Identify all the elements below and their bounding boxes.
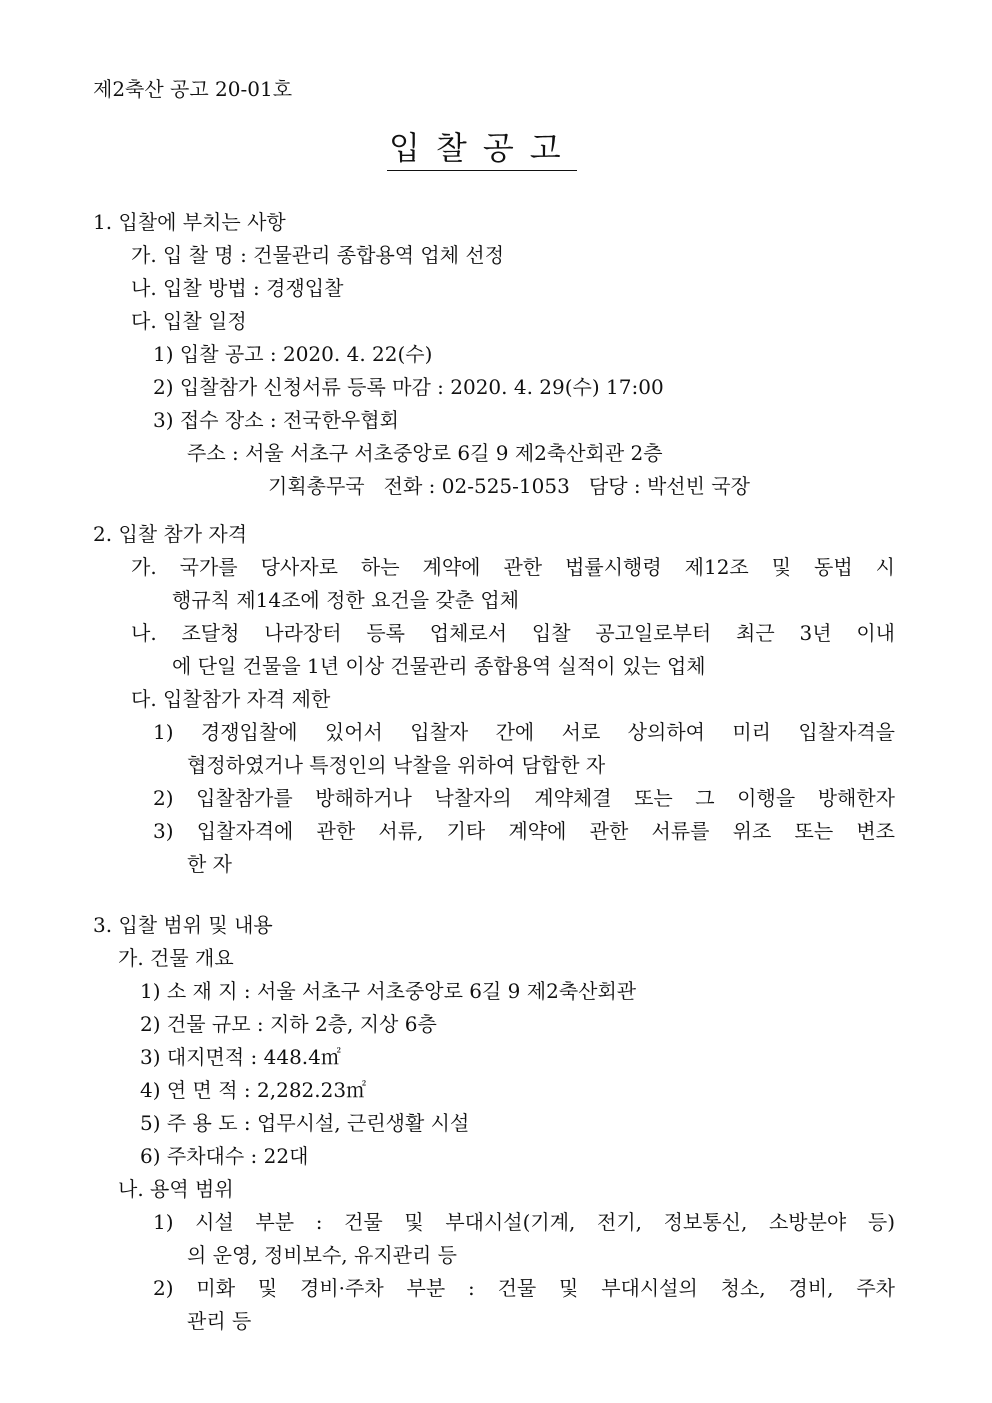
land-area: 3) 대지면적 : 448.4㎡	[140, 1045, 341, 1069]
scope-facility-line1: 1) 시설 부분 : 건물 및 부대시설(기계, 전기, 정보통신, 소방분야 등)	[153, 1210, 895, 1234]
qualification-na-line2: 에 단일 건물을 1년 이상 건물관리 종합용역 실적이 있는 업체	[172, 654, 706, 678]
schedule-announcement: 1) 입찰 공고 : 2020. 4. 22(수)	[153, 342, 433, 366]
notice-number: 제2축산 공고 20-01호	[93, 77, 293, 101]
bid-name: 가. 입 찰 명 : 건물관리 종합용역 업체 선정	[131, 243, 505, 267]
section-2-heading: 2. 입찰 참가 자격	[93, 522, 248, 546]
restriction-1-line2: 협정하였거나 특정인의 낙찰을 위하여 담합한 자	[187, 753, 606, 777]
total-floor-area: 4) 연 면 적 : 2,282.23㎡	[140, 1078, 367, 1102]
bid-schedule-heading: 다. 입찰 일정	[131, 309, 247, 333]
qualification-ga-line1: 가. 국가를 당사자로 하는 계약에 관한 법률시행령 제12조 및 동법 시	[131, 555, 895, 579]
scope-facility-line2: 의 운영, 정비보수, 유지관리 등	[187, 1243, 457, 1267]
service-scope-heading: 나. 용역 범위	[118, 1177, 234, 1201]
section-3-heading: 3. 입찰 범위 및 내용	[93, 913, 273, 937]
qualification-ga-line2: 행규칙 제14조에 정한 요건을 갖춘 업체	[172, 588, 520, 612]
parking-count: 6) 주차대수 : 22대	[140, 1144, 309, 1168]
restriction-3-line2: 한 자	[187, 852, 232, 876]
page-title: 입찰공고	[387, 128, 577, 171]
restriction-1-line1: 1) 경쟁입찰에 있어서 입찰자 간에 서로 상의하여 미리 입찰자격을	[153, 720, 895, 744]
section-1-heading: 1. 입찰에 부치는 사항	[93, 210, 286, 234]
building-size: 2) 건물 규모 : 지하 2층, 지상 6층	[140, 1012, 437, 1036]
scope-cleaning-line2: 관리 등	[187, 1309, 252, 1333]
schedule-deadline: 2) 입찰참가 신청서류 등록 마감 : 2020. 4. 29(수) 17:00	[153, 375, 664, 399]
restriction-3-line1: 3) 입찰자격에 관한 서류, 기타 계약에 관한 서류를 위조 또는 변조	[153, 819, 895, 843]
contact-info: 기획총무국 전화 : 02-525-1053 담당 : 박선빈 국장	[268, 474, 750, 498]
bid-method: 나. 입찰 방법 : 경쟁입찰	[131, 276, 344, 300]
main-use: 5) 주 용 도 : 업무시설, 근린생활 시설	[140, 1111, 470, 1135]
restriction-2: 2) 입찰참가를 방해하거나 낙찰자의 계약체결 또는 그 이행을 방해한자	[153, 786, 895, 810]
building-location: 1) 소 재 지 : 서울 서초구 서초중앙로 6길 9 제2축산회관	[140, 979, 637, 1003]
restriction-heading: 다. 입찰참가 자격 제한	[131, 687, 331, 711]
schedule-location: 3) 접수 장소 : 전국한우협회	[153, 408, 399, 432]
building-overview-heading: 가. 건물 개요	[118, 946, 234, 970]
qualification-na-line1: 나. 조달청 나라장터 등록 업체로서 입찰 공고일로부터 최근 3년 이내	[131, 621, 895, 645]
address: 주소 : 서울 서초구 서초중앙로 6길 9 제2축산회관 2층	[187, 441, 663, 465]
scope-cleaning-line1: 2) 미화 및 경비·주차 부분 : 건물 및 부대시설의 청소, 경비, 주차	[153, 1276, 895, 1300]
